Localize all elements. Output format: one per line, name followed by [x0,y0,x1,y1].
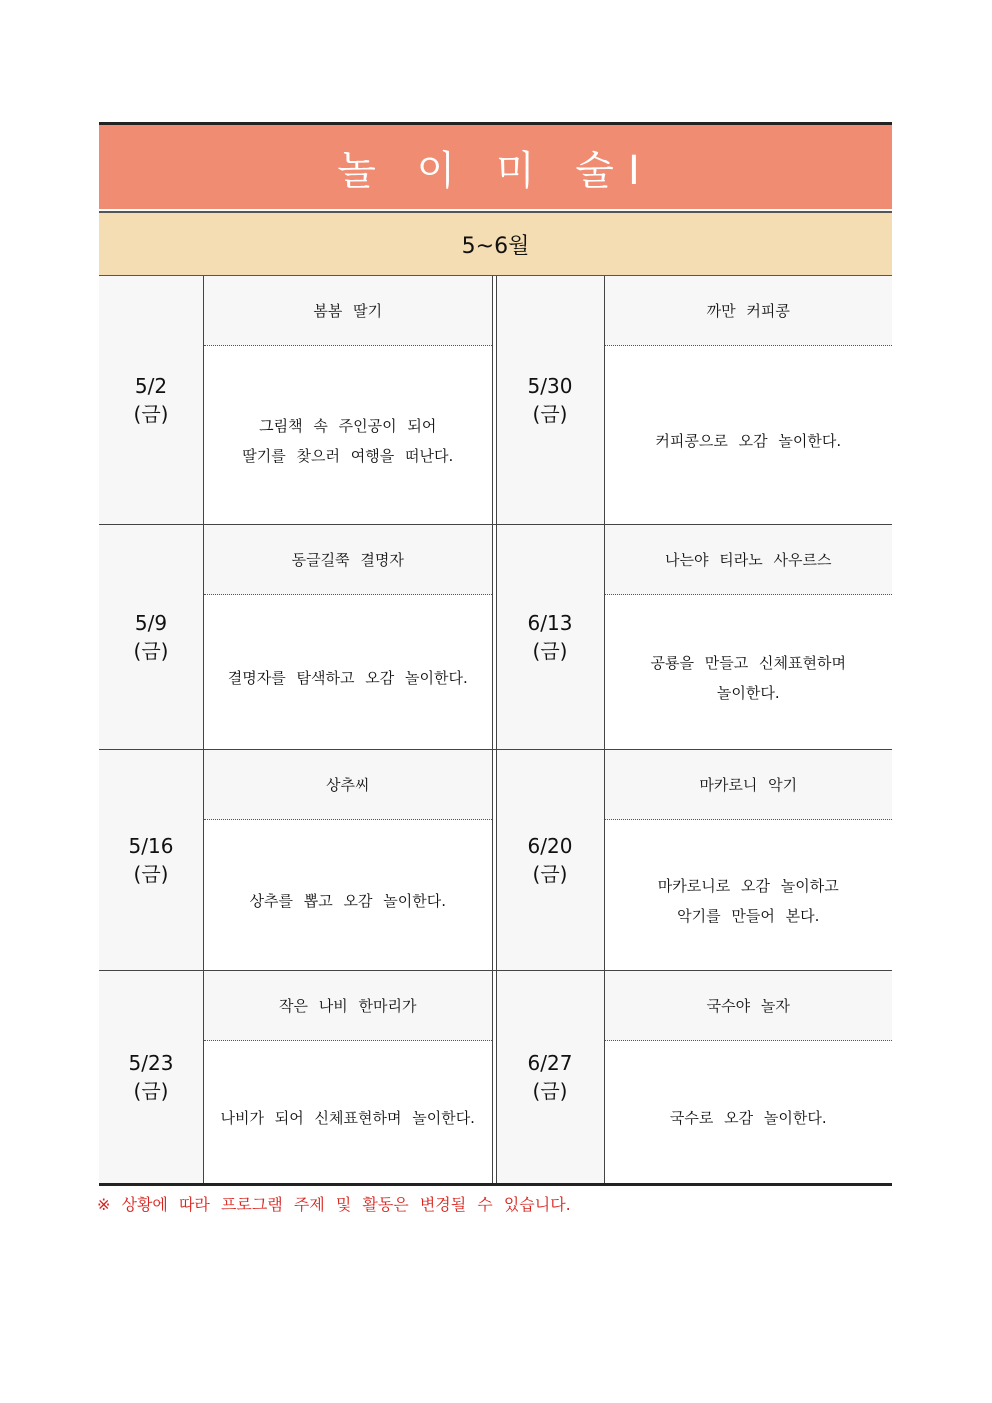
session-date: 5/30 [527,374,573,398]
date-cell [497,276,605,524]
session-day: (금) [133,639,169,663]
activity-description [204,595,492,749]
session-cell [99,750,493,970]
date-cell [497,525,605,749]
schedule-row [99,750,892,971]
description-line: 공룡을 만들고 신체표현하며 [650,654,846,672]
session-cell [496,971,893,1183]
session-cell [99,276,493,524]
description-line: 나비가 되어 신체표현하며 놀이한다. [220,1109,475,1127]
schedule-grid [99,276,892,1186]
activity-description [605,1041,893,1183]
description-line: 국수로 오감 놀이한다. [669,1109,827,1127]
activity-description [204,346,492,524]
description-line: 딸기를 찾으러 여행을 떠난다. [242,447,454,465]
session-date: 6/13 [527,611,573,635]
activity-title: 동글길쭉 결명자 [204,525,492,595]
activity-description [204,820,492,970]
session-date: 5/16 [128,834,174,858]
session-date: 5/23 [128,1051,174,1075]
session-cell [99,525,493,749]
activity-title: 나는야 티라노 사우르스 [605,525,893,595]
date-cell [99,276,204,524]
description-line: 마카로니로 오감 놀이하고 [657,877,839,895]
activity-title: 국수야 놀자 [605,971,893,1041]
activity-description [605,595,893,749]
description-line: 상추를 뽑고 오감 놀이한다. [249,892,446,910]
session-day: (금) [532,402,568,426]
date-cell [497,750,605,970]
date-cell [99,750,204,970]
period-bar [99,212,892,276]
date-cell [99,525,204,749]
title-bar [99,122,892,209]
description-line: 그림책 속 주인공이 되어 [259,417,437,435]
footnote: ※ 상황에 따라 프로그램 주제 및 활동은 변경될 수 있습니다. [97,1195,571,1214]
date-cell [497,971,605,1183]
activity-title: 작은 나비 한마리가 [204,971,492,1041]
session-day: (금) [532,862,568,886]
session-day: (금) [133,1079,169,1103]
description-line: 커피콩으로 오감 놀이한다. [655,432,842,450]
session-date: 6/27 [527,1051,573,1075]
session-date: 6/20 [527,834,573,858]
session-date: 5/2 [134,374,168,398]
description-line: 결명자를 탐색하고 오감 놀이한다. [227,669,468,687]
session-cell [496,276,893,524]
description-line: 악기를 만들어 본다. [677,907,820,925]
session-day: (금) [133,862,169,886]
activity-title: 상추씨 [204,750,492,820]
schedule-row [99,971,892,1183]
page-title: 놀 이 미 술Ⅰ [337,147,654,194]
period-label: 5~6월 [461,233,530,259]
activity-description [605,820,893,970]
session-day: (금) [133,402,169,426]
session-date: 5/9 [134,611,168,635]
session-day: (금) [532,1079,568,1103]
session-cell [99,971,493,1183]
session-cell [496,525,893,749]
date-cell [99,971,204,1183]
schedule-row [99,525,892,750]
schedule-sheet [99,122,892,1186]
description-line: 놀이한다. [716,684,780,702]
activity-description [204,1041,492,1183]
activity-description [605,346,893,524]
session-day: (금) [532,639,568,663]
activity-title: 봄봄 딸기 [204,276,492,346]
session-cell [496,750,893,970]
activity-title: 마카로니 악기 [605,750,893,820]
activity-title: 까만 커피콩 [605,276,893,346]
schedule-row [99,276,892,525]
